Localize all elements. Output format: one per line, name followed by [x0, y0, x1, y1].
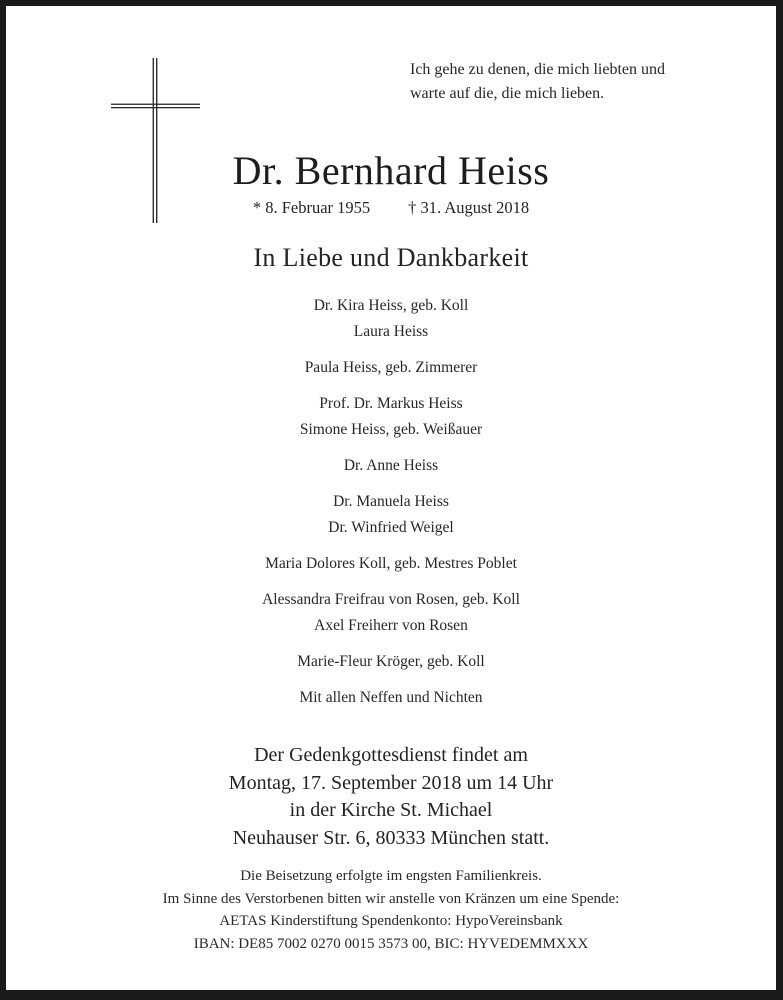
bank-details: IBAN: DE85 7002 0270 0015 3573 00, BIC: HYVEDEMMXXX: [193, 935, 589, 952]
birth-date: * 8. Februar 1955: [252, 198, 371, 217]
closing-notes: [163, 865, 620, 955]
epitaph-quote: [410, 58, 665, 106]
memorial-cross-icon: [110, 57, 202, 230]
mourners-list: [262, 293, 520, 711]
memorial-service-details: [229, 742, 553, 852]
service-line: Der Gedenkgottesdienst findet am: [254, 744, 528, 766]
mourner-line: Maria Dolores Koll, geb. Mestres Poblet: [265, 555, 517, 572]
mourner-line: Dr. Manuela Heiss: [333, 493, 449, 510]
mourner-group: [262, 489, 520, 541]
donation-request: Im Sinne des Verstorbenen bitten wir anstelle von Kränzen um eine Spende:: [162, 890, 620, 907]
mourner-group: [262, 391, 520, 443]
mourner-group: [262, 649, 520, 675]
mourner-line: Mit allen Neffen und Nichten: [299, 689, 483, 706]
donation-account: AETAS Kinderstiftung Spendenkonto: HypoVereinsbank: [219, 913, 563, 929]
mourner-line: Axel Freiherr von Rosen: [314, 617, 468, 634]
mourner-line: Prof. Dr. Markus Heiss: [319, 395, 463, 412]
mourner-group: [262, 355, 520, 381]
mourner-line: Dr. Winfried Weigel: [328, 519, 454, 536]
mourner-line: Simone Heiss, geb. Weißauer: [299, 421, 483, 438]
mourner-line: Marie-Fleur Kröger, geb. Koll: [297, 653, 485, 670]
epitaph-line: Ich gehe zu denen, die mich liebten und: [410, 61, 666, 78]
death-date: † 31. August 2018: [408, 198, 530, 217]
life-dates: [253, 197, 529, 219]
epitaph-line: warte auf die, die mich lieben.: [410, 85, 605, 102]
mourner-group: [262, 551, 520, 577]
mourner-line: Dr. Anne Heiss: [343, 457, 439, 474]
mourner-group: [262, 587, 520, 639]
mourner-line: Paula Heiss, geb. Zimmerer: [304, 359, 478, 376]
mourner-line: Laura Heiss: [353, 323, 429, 340]
deceased-name: Dr. Bernhard Heiss: [232, 148, 550, 193]
service-line: Neuhauser Str. 6, 80333 München statt.: [232, 826, 550, 849]
mourner-group: [262, 685, 520, 711]
mourner-group: [262, 293, 520, 345]
mourner-line: Alessandra Freifrau von Rosen, geb. Koll: [262, 591, 520, 608]
service-line: Montag, 17. September 2018 um 14 Uhr: [228, 771, 554, 794]
mourner-line: Dr. Kira Heiss, geb. Koll: [313, 297, 469, 314]
dedication-heading: In Liebe und Dankbarkeit: [253, 243, 529, 272]
service-line: in der Kirche St. Michael: [289, 799, 493, 821]
mourner-group: [262, 453, 520, 479]
burial-note: Die Beisetzung erfolgte im engsten Familienkreis.: [240, 868, 542, 884]
